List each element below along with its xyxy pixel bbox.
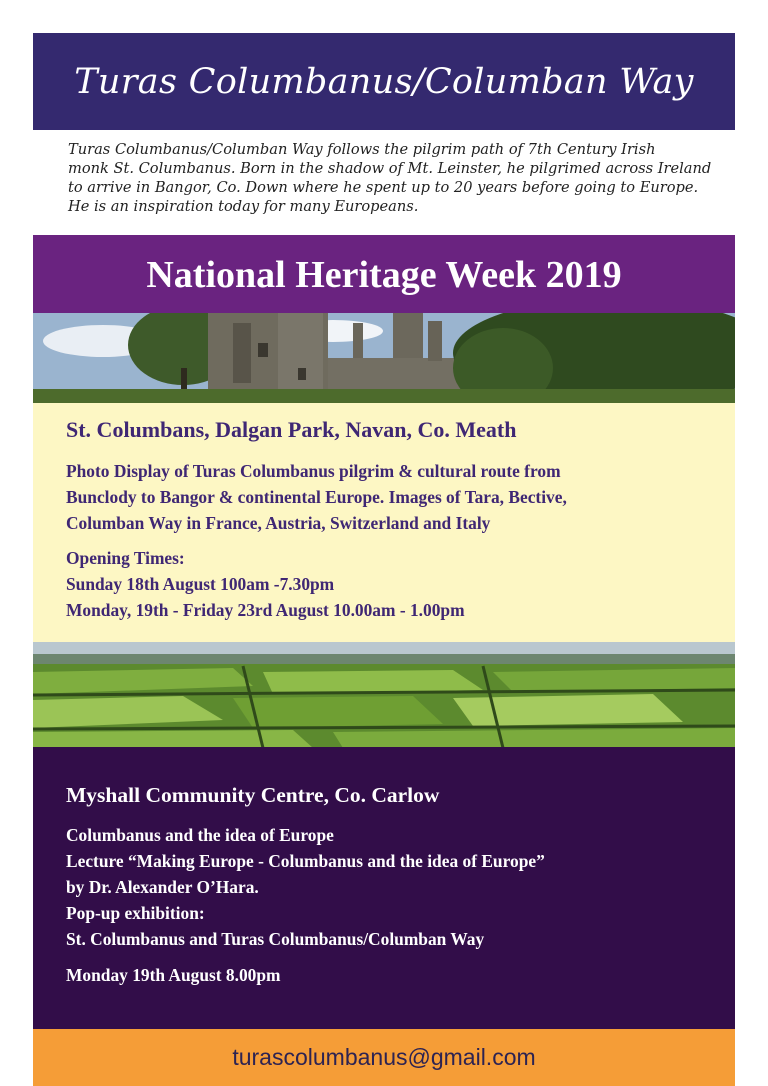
intro-line: monk St. Columbanus. Born in the shadow of Mt. Leinster, he pilgrimed across Ireland [68,160,712,177]
intro-line: Turas Columbanus/Columban Way follows the pilgrim path of 7th Century Irish [68,141,656,158]
carlow-detail-line: Pop-up exhibition: [66,903,205,923]
opening-times-line: Sunday 18th August 100am -7.30pm [66,574,335,594]
poster-title: Turas Columbanus/Columban Way [74,61,694,102]
opening-times [66,545,705,623]
carlow-event-section [33,747,735,1029]
carlow-detail-line: by Dr. Alexander O’Hara. [66,877,259,897]
meath-description-line: Columban Way in France, Austria, Switzerland and Italy [66,513,491,533]
castle-ruins-image [33,313,735,404]
meath-description-line: Bunclody to Bangor & continental Europe. Images of Tara, Bective, [66,487,567,507]
carlow-detail-line: Lecture “Making Europe - Columbanus and the idea of Europe” [66,851,545,871]
heritage-week-banner [33,235,735,314]
castle-ruins-photo [33,313,735,404]
heritage-week-title: National Heritage Week 2019 [146,253,622,296]
meath-venue-heading: St. Columbans, Dalgan Park, Navan, Co. Meath [66,417,517,442]
contact-footer [33,1029,735,1086]
opening-times-label: Opening Times: [66,548,185,568]
title-banner [33,33,735,130]
carlow-detail-line: St. Columbanus and Turas Columbanus/Columban Way [66,929,485,949]
intro-line: to arrive in Bangor, Co. Down where he spent up to 20 years before going to Europe. [68,179,699,196]
landscape-image [33,642,735,748]
carlow-venue-heading: Myshall Community Centre, Co. Carlow [66,783,440,807]
carlow-detail-line: Columbanus and the idea of Europe [66,825,334,845]
intro-line: He is an inspiration today for many Europeans. [68,198,419,215]
green-fields-landscape-photo [33,642,735,748]
contact-email[interactable]: turascolumbanus@gmail.com [232,1044,536,1070]
intro-section [33,140,735,235]
meath-description-line: Photo Display of Turas Columbanus pilgrim & cultural route from [66,461,561,481]
carlow-event-time: Monday 19th August 8.00pm [66,965,281,985]
meath-event-section [33,403,735,643]
opening-times-line: Monday, 19th - Friday 23rd August 10.00am - 1.00pm [66,600,465,620]
